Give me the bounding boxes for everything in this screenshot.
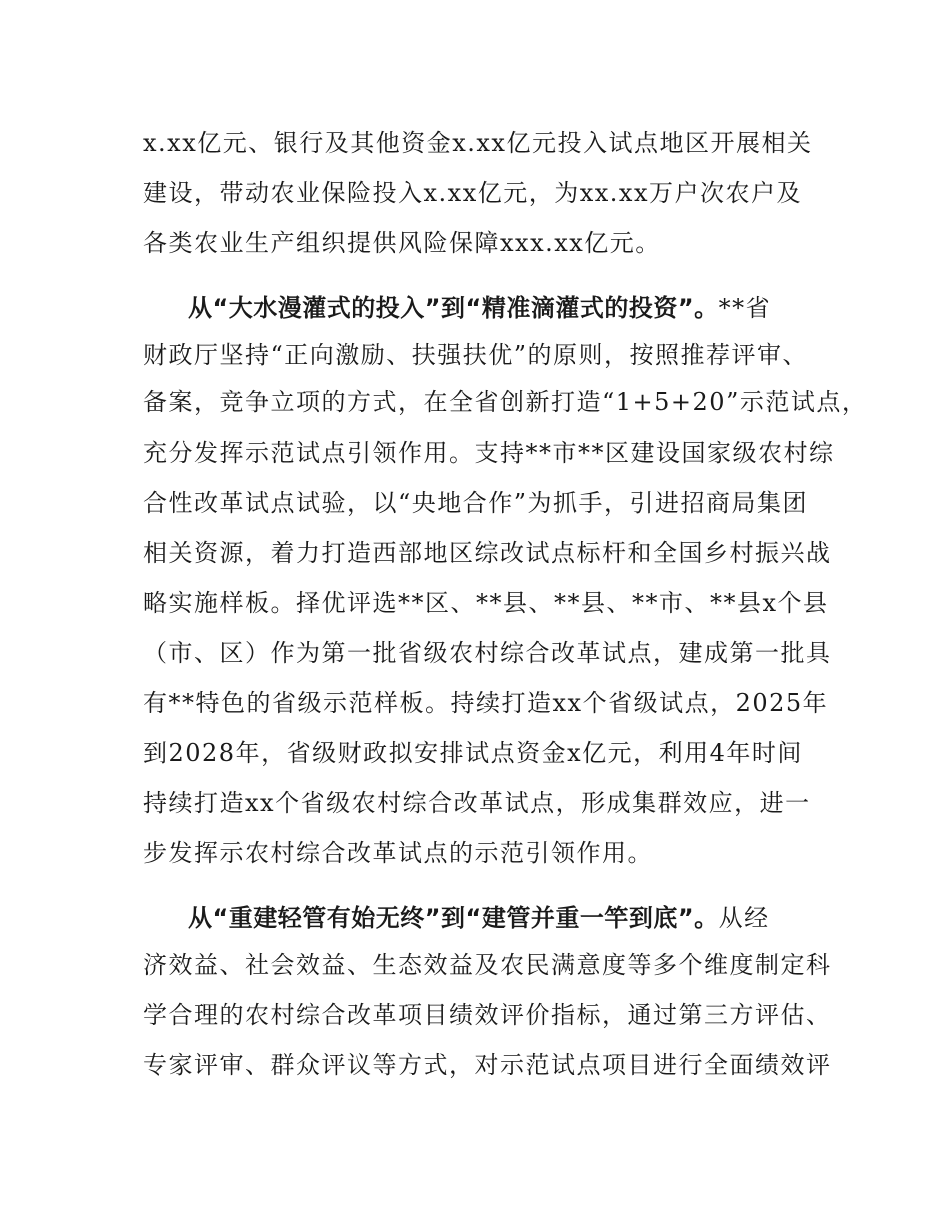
paragraph2-line-7: （市、区）作为第一批省级农村综合改革试点，建成第一批具: [143, 639, 832, 667]
paragraph2-line-9: 到2028年，省级财政拟安排试点资金x亿元，利用4年时间: [143, 739, 803, 767]
paragraph3-line-2: 学合理的农村综合改革项目绩效评价指标，通过第三方评估、: [143, 1001, 832, 1029]
paragraph2-line-10: 持续打造xx个省级农村综合改革试点，形成集群效应，进一: [143, 789, 811, 817]
paragraph2-line-11: 步发挥示农村综合改革试点的示范引领作用。: [143, 839, 653, 867]
paragraph2-line-4: 合性改革试点试验，以“央地合作”为抓手，引进招商局集团: [143, 489, 809, 517]
paragraph2-line-3: 充分发挥示范试点引领作用。支持**市**区建设国家级农村综: [143, 439, 835, 467]
paragraph2-lead-heading: 从“大水漫灌式的投入”到“精准滴灌式的投资”。: [188, 294, 719, 322]
paragraph3-lead-heading: 从“重建轻管有始无终”到“建管并重一竿到底”。: [188, 904, 719, 932]
paragraph3-line-1: 济效益、社会效益、生态效益及农民满意度等多个维度制定科: [143, 951, 832, 979]
paragraph3-line-3: 专家评审、群众评议等方式，对示范试点项目进行全面绩效评: [143, 1051, 832, 1079]
paragraph3-lead-tail: 从经: [718, 904, 770, 932]
paragraph2-first-line: [188, 293, 771, 323]
paragraph2-lead-tail: **省: [718, 294, 772, 322]
paragraph2-line-5: 相关资源，着力打造西部地区综改试点标杆和全国乡村振兴战: [143, 539, 832, 567]
paragraph2-line-2: 备案，竞争立项的方式，在全省创新打造“1+5+20”示范试点，: [143, 388, 868, 416]
paragraph1-line-2: 建设，带动农业保险投入x.xx亿元，为xx.xx万户次农户及: [143, 179, 803, 207]
paragraph1-line-3: 各类农业生产组织提供风险保障xxx.xx亿元。: [143, 229, 661, 257]
paragraph3-first-line: [188, 903, 770, 933]
paragraph2-line-8: 有**特色的省级示范样板。持续打造xx个省级试点，2025年: [143, 689, 829, 717]
paragraph1-line-1: x.xx亿元、银行及其他资金x.xx亿元投入试点地区开展相关: [143, 129, 813, 157]
paragraph2-line-6: 略实施样板。择优评选**区、**县、**县、**市、**县x个县: [143, 589, 829, 617]
paragraph2-line-1: 财政厅坚持“正向激励、扶强扶优”的原则，按照推荐评审、: [143, 341, 809, 369]
